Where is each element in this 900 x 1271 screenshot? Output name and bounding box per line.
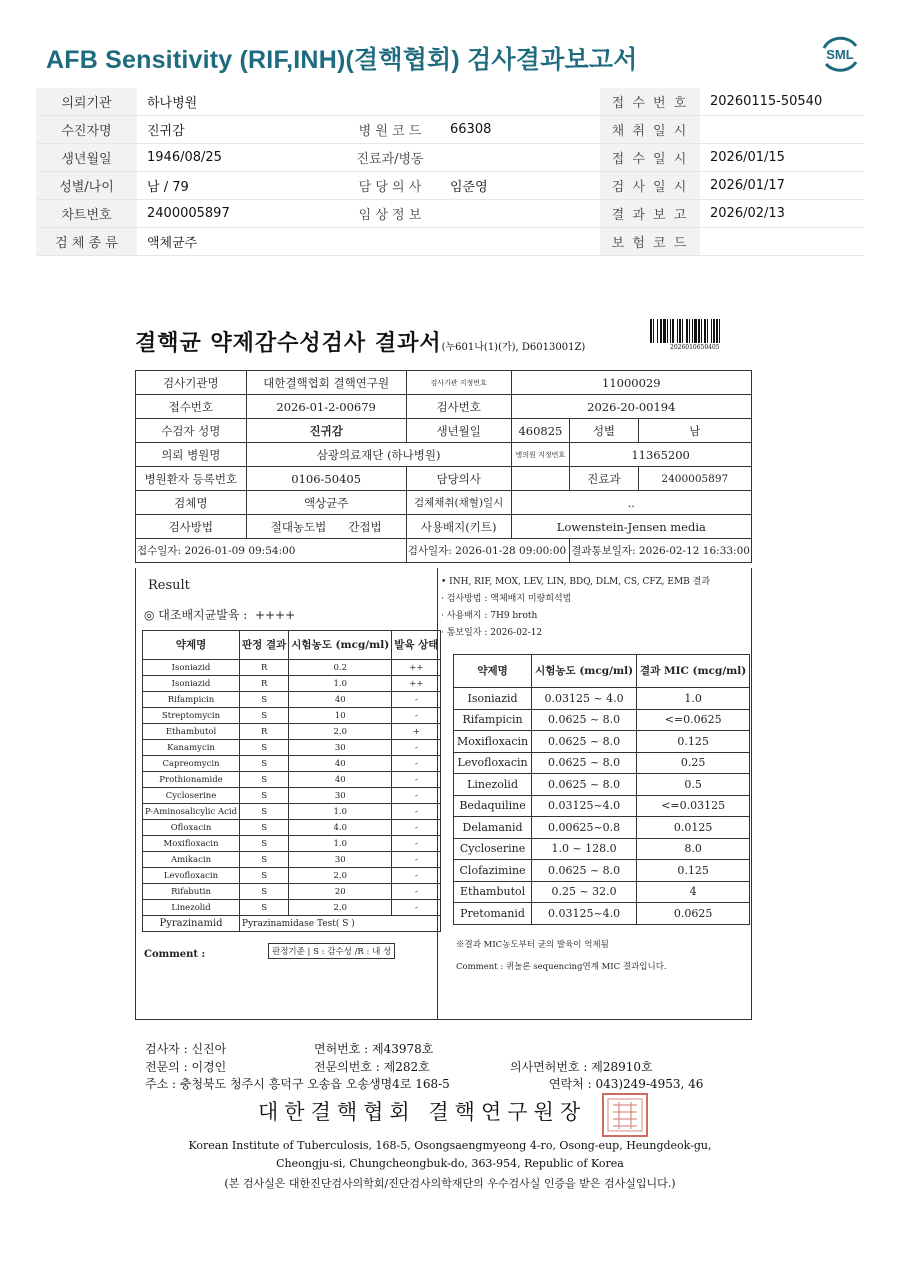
table-row: [143, 724, 441, 740]
doctor-license: 의사면허번호 : 제28910호: [510, 1060, 653, 1074]
table-cell: Cycloserine: [143, 788, 240, 804]
info-value: 2026/02/13: [700, 200, 864, 228]
table-cell: Kanamycin: [143, 740, 240, 756]
info-label: 의뢰기관: [36, 88, 137, 116]
table-cell: R: [240, 660, 289, 676]
tester: 검사자 : 신진아: [145, 1042, 227, 1056]
value: 11365200: [570, 443, 752, 467]
absolute-concentration-table: [142, 630, 441, 932]
table-cell: S: [240, 852, 289, 868]
logo-text: SML: [826, 47, 854, 62]
info-row: [36, 172, 864, 200]
table-cell: S: [240, 820, 289, 836]
comment-right: Comment : 퀴놀론 sequencing연계 MIC 결과입니다.: [456, 962, 667, 972]
table-row: [143, 884, 441, 900]
value: ..: [511, 491, 751, 515]
table-cell: S: [240, 884, 289, 900]
label: 병원환자 등록번호: [136, 467, 247, 491]
label: 검사번호: [406, 395, 511, 419]
table-cell: 1.0: [289, 676, 392, 692]
table-cell: 1.0: [637, 688, 750, 710]
column-header: 발육 상태: [392, 631, 441, 660]
table-cell: R: [240, 724, 289, 740]
table-row: [143, 852, 441, 868]
table-cell: S: [240, 708, 289, 724]
table-cell: Prothionamide: [143, 772, 240, 788]
column-header: 약제명: [454, 655, 532, 688]
label: 수검자 성명: [136, 419, 247, 443]
value: [511, 467, 570, 491]
specialist-no: 전문의번호 : 제282호: [314, 1060, 430, 1074]
table-cell: 8.0: [637, 838, 750, 860]
table-row: [454, 688, 750, 710]
table-cell: Isoniazid: [143, 660, 240, 676]
table-cell: S: [240, 788, 289, 804]
info-row: [36, 228, 864, 256]
info-row: [36, 144, 864, 172]
table-cell: Linezolid: [143, 900, 240, 916]
table-cell: 10: [289, 708, 392, 724]
column-header: 판정 결과: [240, 631, 289, 660]
info-label: 검 사 일 시: [600, 172, 700, 200]
table-row: [454, 881, 750, 903]
table-cell: -: [392, 772, 441, 788]
test-date: 검사일자: 2026-01-28 09:00:00: [406, 539, 569, 563]
info-value: [440, 200, 600, 228]
address-english-1: Korean Institute of Tuberculosis, 168-5, Osongsaengmyeong 4-ro, Osong-eup, Heungdeok-gu,: [188, 1139, 712, 1152]
table-row: [143, 772, 441, 788]
label: 진료과: [570, 467, 638, 491]
contact: 연락처 : 043)249-4953, 46: [549, 1077, 704, 1091]
mic-table: [453, 654, 750, 925]
table-cell: 4.0: [289, 820, 392, 836]
table-cell: 4: [637, 881, 750, 903]
institute-name: 대한결핵협회 결핵연구원장: [258, 1100, 587, 1124]
table-cell: -: [392, 868, 441, 884]
info-value: 2026/01/17: [700, 172, 864, 200]
table-cell: <=0.0625: [637, 709, 750, 731]
table-cell: P-Aminosalicylic Acid: [143, 804, 240, 820]
report-title: 결핵균 약제감수성검사 결과서(누601나(1)(가), D6013001Z): [135, 330, 586, 356]
table-row: [454, 795, 750, 817]
table-cell: 30: [289, 740, 392, 756]
table-cell: Rifampicin: [454, 709, 532, 731]
info-label: 검 체 종 류: [36, 228, 137, 256]
info-value: [440, 144, 600, 172]
info-value: [700, 228, 864, 256]
value: 액상균주: [246, 491, 406, 515]
table-cell: -: [392, 788, 441, 804]
table-cell: S: [240, 804, 289, 820]
label: 검사방법: [136, 515, 247, 539]
info-value: 임준영: [440, 172, 600, 200]
info-label: 접 수 일 시: [600, 144, 700, 172]
table-cell: Moxifloxacin: [143, 836, 240, 852]
label: 담당의사: [406, 467, 511, 491]
table-cell: 0.25 ~ 32.0: [532, 881, 637, 903]
table-cell: S: [240, 836, 289, 852]
table-cell: 0.0125: [637, 817, 750, 839]
page-title: AFB Sensitivity (RIF,INH)(결핵협회) 검사결과보고서: [46, 46, 638, 74]
table-cell: -: [392, 692, 441, 708]
table-cell: 30: [289, 788, 392, 804]
table-cell: Ofloxacin: [143, 820, 240, 836]
license-no: 면허번호 : 제43978호: [314, 1042, 434, 1056]
table-row: [454, 817, 750, 839]
table-cell: 2.0: [289, 900, 392, 916]
info-label: 보 험 코 드: [600, 228, 700, 256]
table-cell: 0.2: [289, 660, 392, 676]
info-label: 수진자명: [36, 116, 137, 144]
column-header: 시험농도 (mcg/ml): [289, 631, 392, 660]
info-value: 진귀감: [137, 116, 340, 144]
table-cell: Pretomanid: [454, 903, 532, 925]
info-label: 결 과 보 고: [600, 200, 700, 228]
value: 2026-20-00194: [511, 395, 751, 419]
table-cell: 1.0 ~ 128.0: [532, 838, 637, 860]
table-cell: -: [392, 852, 441, 868]
table-cell: 0.0625: [637, 903, 750, 925]
sml-logo: [818, 34, 862, 74]
table-cell: S: [240, 756, 289, 772]
label: 성별: [570, 419, 638, 443]
value: 460825: [511, 419, 570, 443]
label: 검사기관명: [136, 371, 247, 395]
value: 남: [638, 419, 751, 443]
table-cell: Ethambutol: [454, 881, 532, 903]
info-value: 2026/01/15: [700, 144, 864, 172]
certification-note: (본 검사실은 대한진단검사의학회/진단검사의학재단의 우수검사실 인증을 받은 검사실입니다.): [224, 1177, 676, 1190]
table-cell: 0.0625 ~ 8.0: [532, 731, 637, 753]
table-cell: +: [392, 724, 441, 740]
table-row: [143, 756, 441, 772]
table-cell: 0.5: [637, 774, 750, 796]
table-cell: 0.0625 ~ 8.0: [532, 774, 637, 796]
table-row: [454, 903, 750, 925]
table-row: [143, 660, 441, 676]
address: 주소 : 충청북도 청주시 흥덕구 오송읍 오송생명4로 168-5: [145, 1077, 450, 1091]
result-label: Result: [148, 578, 190, 593]
value: Lowenstein-Jensen media: [511, 515, 751, 539]
table-row: [143, 900, 441, 916]
table-cell: Moxifloxacin: [454, 731, 532, 753]
info-label: 생년월일: [36, 144, 137, 172]
table-cell: 20: [289, 884, 392, 900]
table-cell: -: [392, 756, 441, 772]
table-row: [454, 860, 750, 882]
info-label: 성별/나이: [36, 172, 137, 200]
request-info-table: [135, 370, 752, 563]
table-cell: Pyrazinamidase Test( S ): [240, 916, 441, 932]
table-cell: Levofloxacin: [454, 752, 532, 774]
table-cell: -: [392, 836, 441, 852]
info-value: [440, 88, 600, 116]
table-cell: -: [392, 708, 441, 724]
table-cell: Rifabutin: [143, 884, 240, 900]
table-cell: 0.03125 ~ 4.0: [532, 688, 637, 710]
table-cell: S: [240, 772, 289, 788]
table-cell: 0.03125~4.0: [532, 795, 637, 817]
info-value: [700, 116, 864, 144]
info-label: 병 원 코 드: [340, 116, 440, 144]
table-cell: Clofazimine: [454, 860, 532, 882]
info-value: 1946/08/25: [137, 144, 340, 172]
table-row: [143, 804, 441, 820]
notify-date: 결과통보일자: 2026-02-12 16:33:00: [570, 539, 752, 563]
table-row: [143, 868, 441, 884]
value: 절대농도법 간접법: [246, 515, 406, 539]
table-cell: S: [240, 692, 289, 708]
table-cell: Cycloserine: [454, 838, 532, 860]
value: 대한결핵협회 결핵연구원: [246, 371, 406, 395]
table-cell: Isoniazid: [143, 676, 240, 692]
comment-left: Comment :: [144, 949, 206, 960]
table-cell: S: [240, 740, 289, 756]
table-row: [143, 676, 441, 692]
info-label: 담 당 의 사: [340, 172, 440, 200]
table-cell: <=0.03125: [637, 795, 750, 817]
value: 0106-50405: [246, 467, 406, 491]
table-cell: ++: [392, 676, 441, 692]
table-cell: Amikacin: [143, 852, 240, 868]
info-label: 접 수 번 호: [600, 88, 700, 116]
table-cell: 1.0: [289, 836, 392, 852]
table-cell: Streptomycin: [143, 708, 240, 724]
table-cell: -: [392, 884, 441, 900]
table-cell: -: [392, 804, 441, 820]
info-label: [340, 88, 440, 116]
table-cell: 0.25: [637, 752, 750, 774]
value: 삼광의료재단 (하나병원): [246, 443, 511, 467]
column-header: 결과 MIC (mcg/ml): [637, 655, 750, 688]
info-label: 임 상 정 보: [340, 200, 440, 228]
table-cell: 0.125: [637, 731, 750, 753]
info-row: [36, 200, 864, 228]
table-cell: 1.0: [289, 804, 392, 820]
label: 병의원 지정번호: [511, 443, 570, 467]
table-cell: -: [392, 740, 441, 756]
table-cell: -: [392, 820, 441, 836]
table-cell: S: [240, 868, 289, 884]
table-cell: 40: [289, 692, 392, 708]
table-header: [454, 655, 750, 688]
table-row: [143, 788, 441, 804]
barcode-number: 2026010650405: [670, 344, 720, 351]
label: 의뢰 병원명: [136, 443, 247, 467]
table-cell: R: [240, 676, 289, 692]
table-cell: 0.125: [637, 860, 750, 882]
table-cell: 0.00625~0.8: [532, 817, 637, 839]
info-row: [36, 88, 864, 116]
table-cell: Delamanid: [454, 817, 532, 839]
table-row: [454, 752, 750, 774]
criteria-box: 판정기준 | S : 감수성 /R : 내 성: [268, 943, 395, 959]
note-line: · 통보일자 : 2026-02-12: [441, 628, 543, 638]
table-cell: 0.0625 ~ 8.0: [532, 860, 637, 882]
table-cell: Linezolid: [454, 774, 532, 796]
official-seal-icon: [601, 1092, 649, 1138]
table-row: [143, 820, 441, 836]
table-row: [143, 692, 441, 708]
table-cell: 0.0625 ~ 8.0: [532, 752, 637, 774]
info-value: 66308: [440, 116, 600, 144]
table-cell: Bedaquiline: [454, 795, 532, 817]
info-value: 2400005897: [137, 200, 340, 228]
info-value: 하나병원: [137, 88, 340, 116]
value: 진귀감: [246, 419, 406, 443]
info-value: 액체균주: [137, 228, 340, 256]
column-header: 시험농도 (mcg/ml): [532, 655, 637, 688]
label: 접수번호: [136, 395, 247, 419]
value: 11000029: [511, 371, 751, 395]
table-cell: Ethambutol: [143, 724, 240, 740]
note-line: • INH, RIF, MOX, LEV, LIN, BDQ, DLM, CS, CFZ, EMB 결과: [441, 577, 711, 587]
note-line: · 검사방법 : 액체배지 미량희석법: [441, 594, 572, 604]
table-cell: 40: [289, 756, 392, 772]
specialist: 전문의 : 이경인: [145, 1060, 227, 1074]
info-value: [440, 228, 600, 256]
control-growth: ◎ 대조배지균발육 : ++++: [144, 608, 296, 622]
table-row: [454, 774, 750, 796]
info-label: 차트번호: [36, 200, 137, 228]
info-label: 채 취 일 시: [600, 116, 700, 144]
table-cell: Rifampicin: [143, 692, 240, 708]
note-line: · 사용배지 : 7H9 broth: [441, 611, 538, 621]
column-header: 약제명: [143, 631, 240, 660]
table-row: [454, 709, 750, 731]
result-box: [135, 568, 752, 1020]
table-cell: 2.0: [289, 724, 392, 740]
table-cell: 40: [289, 772, 392, 788]
table-row: [143, 740, 441, 756]
info-label: [340, 228, 440, 256]
label: 검체채취(채혈)일시: [406, 491, 511, 515]
mic-note: ※결과 MIC농도부터 균의 발육이 억제됨: [456, 940, 609, 950]
table-cell: Pyrazinamid: [143, 916, 240, 932]
table-cell: Isoniazid: [454, 688, 532, 710]
address-english-2: Cheongju-si, Chungcheongbuk-do, 363-954, Republic of Korea: [276, 1157, 624, 1170]
info-row: [36, 116, 864, 144]
table-row: [454, 838, 750, 860]
table-cell: 2.0: [289, 868, 392, 884]
label: 사용배지(키트): [406, 515, 511, 539]
label: 검체명: [136, 491, 247, 515]
label: 검사기관 지정번호: [406, 371, 511, 395]
table-row: [143, 708, 441, 724]
label: 생년월일: [406, 419, 511, 443]
info-value: 20260115-50540: [700, 88, 864, 116]
table-row: [454, 731, 750, 753]
value: 2026-01-2-00679: [246, 395, 406, 419]
table-cell: S: [240, 900, 289, 916]
table-cell: Capreomycin: [143, 756, 240, 772]
table-cell: Levofloxacin: [143, 868, 240, 884]
table-cell: -: [392, 900, 441, 916]
info-label: 진료과/병동: [340, 144, 440, 172]
table-cell: 0.0625 ~ 8.0: [532, 709, 637, 731]
table-row: [143, 916, 441, 932]
table-header: [143, 631, 441, 660]
table-row: [143, 836, 441, 852]
receipt-date: 접수일자: 2026-01-09 09:54:00: [136, 539, 407, 563]
info-value: 남 / 79: [137, 172, 340, 200]
value: 2400005897: [638, 467, 751, 491]
table-cell: 0.03125~4.0: [532, 903, 637, 925]
patient-info-table: [36, 88, 864, 256]
mic-method-notes: [441, 574, 710, 642]
table-cell: 30: [289, 852, 392, 868]
table-cell: ++: [392, 660, 441, 676]
